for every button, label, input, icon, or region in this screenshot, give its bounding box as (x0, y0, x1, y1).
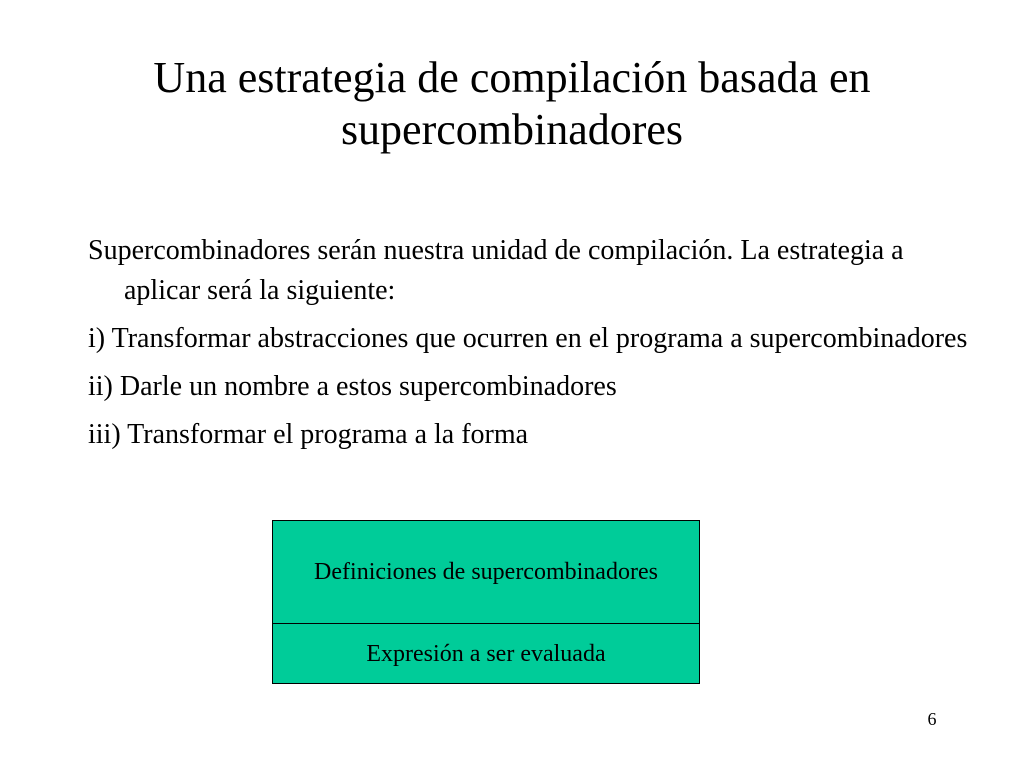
body-paragraph-intro: Supercombinadores serán nuestra unidad de compilación. La estrategia a aplicar será la siguiente: (88, 235, 904, 306)
slide-body (88, 231, 968, 463)
title-line-2: supercombinadores (340, 105, 684, 154)
body-paragraph-step-3: iii) Transformar el programa a la forma (88, 419, 529, 450)
expression-to-evaluate-box: Expresión a ser evaluada (273, 623, 699, 684)
page-number: 6 (927, 709, 937, 729)
slide-title (40, 52, 984, 156)
title-line-1: Una estrategia de compilación basada en (153, 53, 871, 102)
supercombinator-definitions-box: Definiciones de supercombinadores (314, 558, 658, 585)
body-paragraph-step-2: ii) Darle un nombre a estos supercombinadores (88, 371, 617, 402)
program-form-diagram (272, 520, 700, 684)
body-paragraph-step-1: i) Transformar abstracciones que ocurren en el programa a supercombinadores (88, 323, 968, 354)
